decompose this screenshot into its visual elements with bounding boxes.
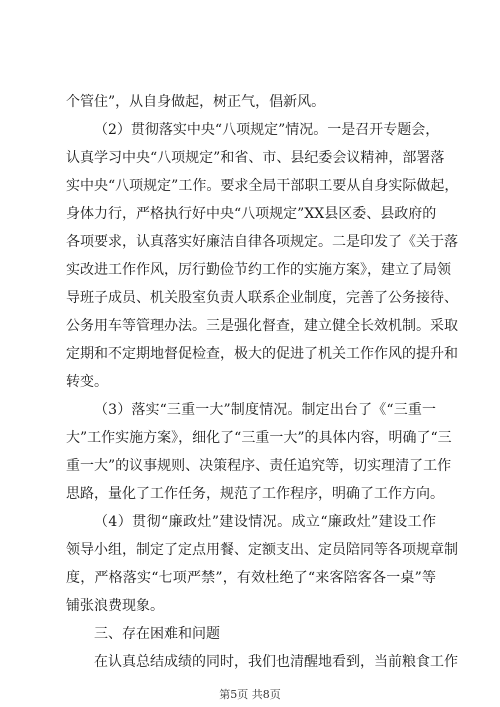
body-line: （4）贯彻“廉政灶”建设情况。成立“廉政灶”建设工作 (94, 514, 436, 530)
body-line: 大”工作实施方案》，细化了“三重一大”的具体内容，明确了“三 (66, 430, 452, 446)
body-line: 实中央“八项规定”工作。要求全局干部职工要从自身实际做起， (66, 178, 459, 194)
body-line: 身体力行，严格执行好中央“八项规定”XX县区委、县政府的 (66, 206, 437, 222)
body-line: 领导小组，制定了定点用餐、定额支出、定员陪同等各项规章制 (66, 542, 458, 558)
body-line: 度，严格落实“七项严禁”，有效杜绝了“来客陪客各一桌”等 (66, 570, 436, 586)
body-line: 铺张浪费现象。 (66, 598, 164, 614)
body-line: 公务用车等管理办法。三是强化督查，建立健全长效机制。采取 (66, 318, 458, 334)
body-line: 个管住”，从自身做起，树正气，倡新风。 (66, 94, 326, 110)
body-line: 转变。 (66, 374, 108, 390)
body-line: 重一大”的议事规则、决策程序、责任追究等，切实理清了工作 (66, 458, 452, 474)
body-line: 各项要求，认真落实好廉洁自律各项规定。二是印发了《关于落 (66, 234, 458, 250)
body-line: 定期和不定期地督促检查，极大的促进了机关工作作风的提升和 (66, 346, 458, 362)
page-number-footer: 第5页 共8页 (219, 688, 281, 701)
body-line: （3）落实“三重一大”制度情况。制定出台了《“三重一 (94, 402, 436, 418)
body-line: 导班子成员、机关股室负责人联系企业制度，完善了公务接待、 (66, 290, 458, 306)
body-line: 认真学习中央“八项规定”和省、市、县纪委会议精神，部署落 (66, 150, 445, 166)
body-line: 思路，量化了工作任务，规范了工作程序，明确了工作方向。 (66, 486, 444, 502)
section-heading: 三、存在困难和问题 (94, 626, 220, 642)
body-line: 在认真总结成绩的同时，我们也清醒地看到，当前粮食工作 (94, 654, 458, 670)
body-line: 实改进工作作风，厉行勤俭节约工作的实施方案》，建立了局领 (66, 262, 451, 278)
body-line: （2）贯彻落实中央“八项规定”情况。一是召开专题会， (94, 122, 440, 138)
